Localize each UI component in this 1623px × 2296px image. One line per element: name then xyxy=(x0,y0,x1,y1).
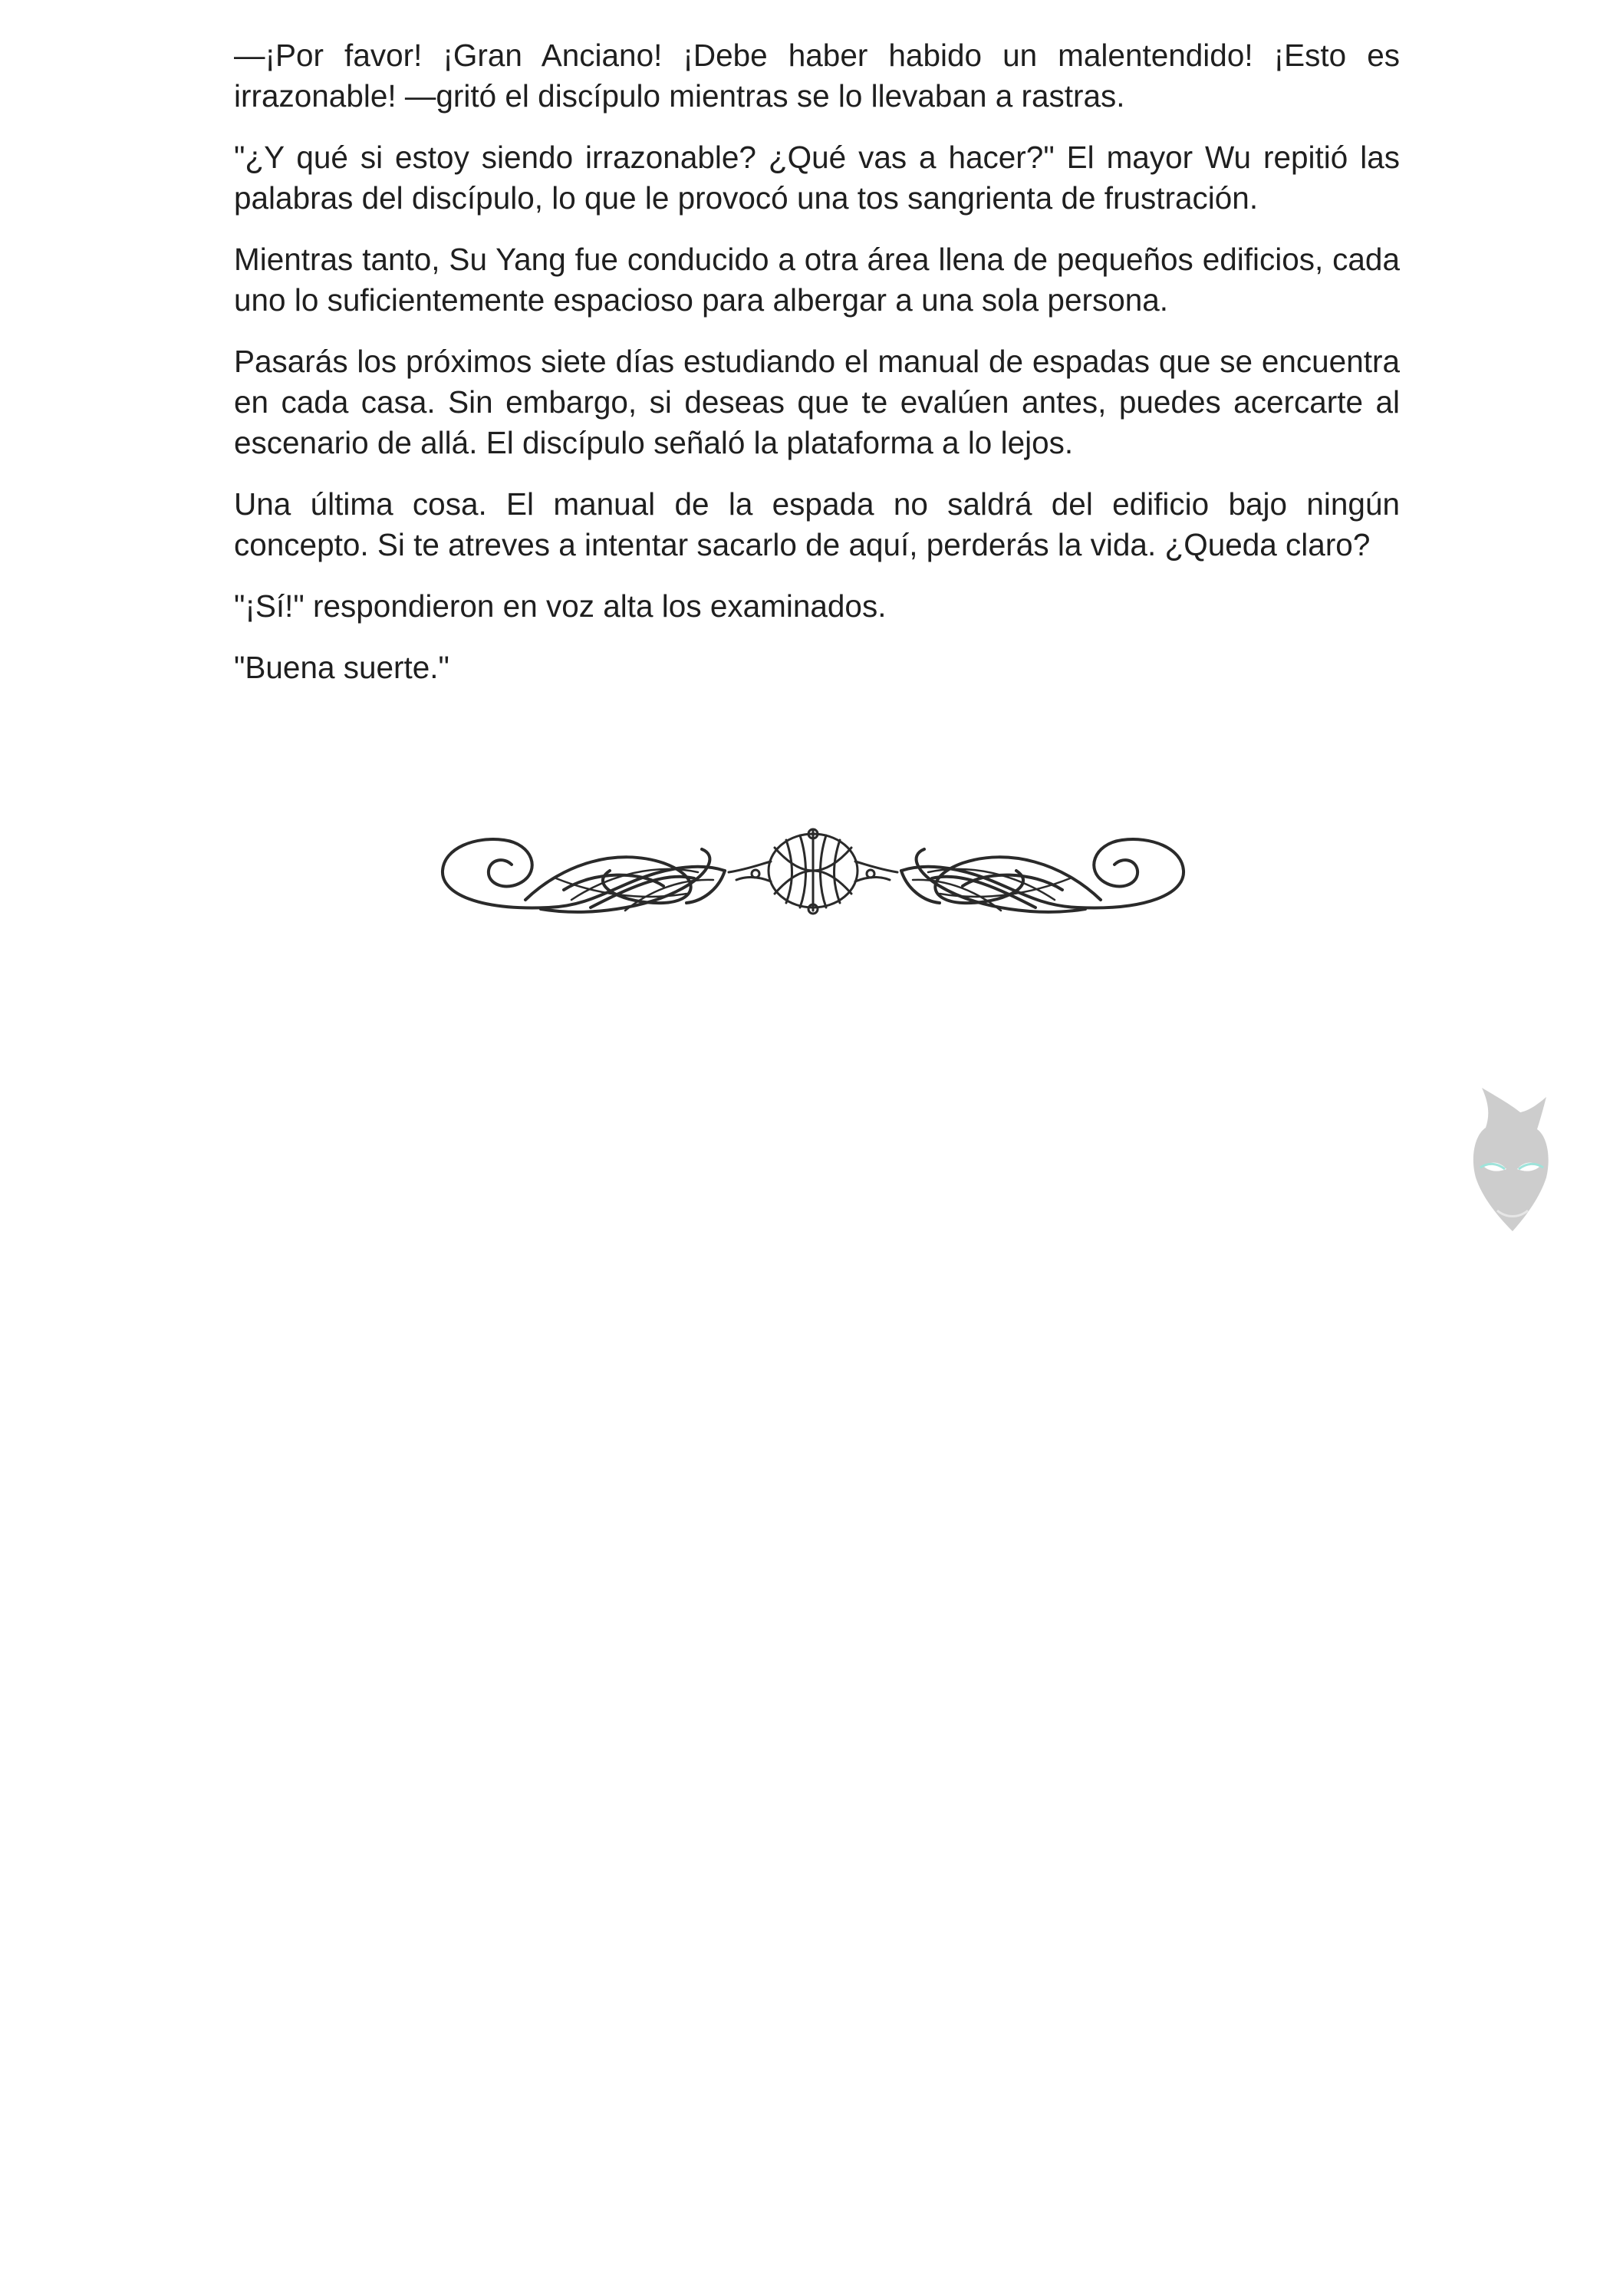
demon-mask-watermark-icon xyxy=(1467,1074,1551,1243)
paragraph-1: —¡Por favor! ¡Gran Anciano! ¡Debe haber habido un malentendido! ¡Esto es irrazonable! —gritó el discípulo mientras se lo llevaban a rastras. xyxy=(234,38,1400,114)
paragraph-5: Una última cosa. El manual de la espada no saldrá del edificio bajo ningún concepto. Si te atreves a intentar sacarlo de aquí, perderás la vida. ¿Queda claro? xyxy=(234,486,1400,562)
paragraph-6: "¡Sí!" respondieron en voz alta los examinados. xyxy=(234,588,887,624)
body-text xyxy=(234,35,1400,709)
flourish-divider-icon xyxy=(433,817,1193,932)
paragraph-2: "¿Y qué si estoy siendo irrazonable? ¿Qué vas a hacer?" El mayor Wu repitió las palabras del discípulo, lo que le provocó una tos sangrienta de frustración. xyxy=(234,140,1400,216)
paragraph-7: "Buena suerte." xyxy=(234,650,449,685)
paragraph-4: Pasarás los próximos siete días estudiando el manual de espadas que se encuentra en cada casa. Sin embargo, si deseas que te evalúen antes, puedes acercarte al escenario de allá. El discípulo señaló la plataforma a lo lejos. xyxy=(234,344,1400,460)
paragraph-3: Mientras tanto, Su Yang fue conducido a otra área llena de pequeños edificios, cada uno lo suficientemente espacioso para albergar a una sola persona. xyxy=(234,242,1400,318)
